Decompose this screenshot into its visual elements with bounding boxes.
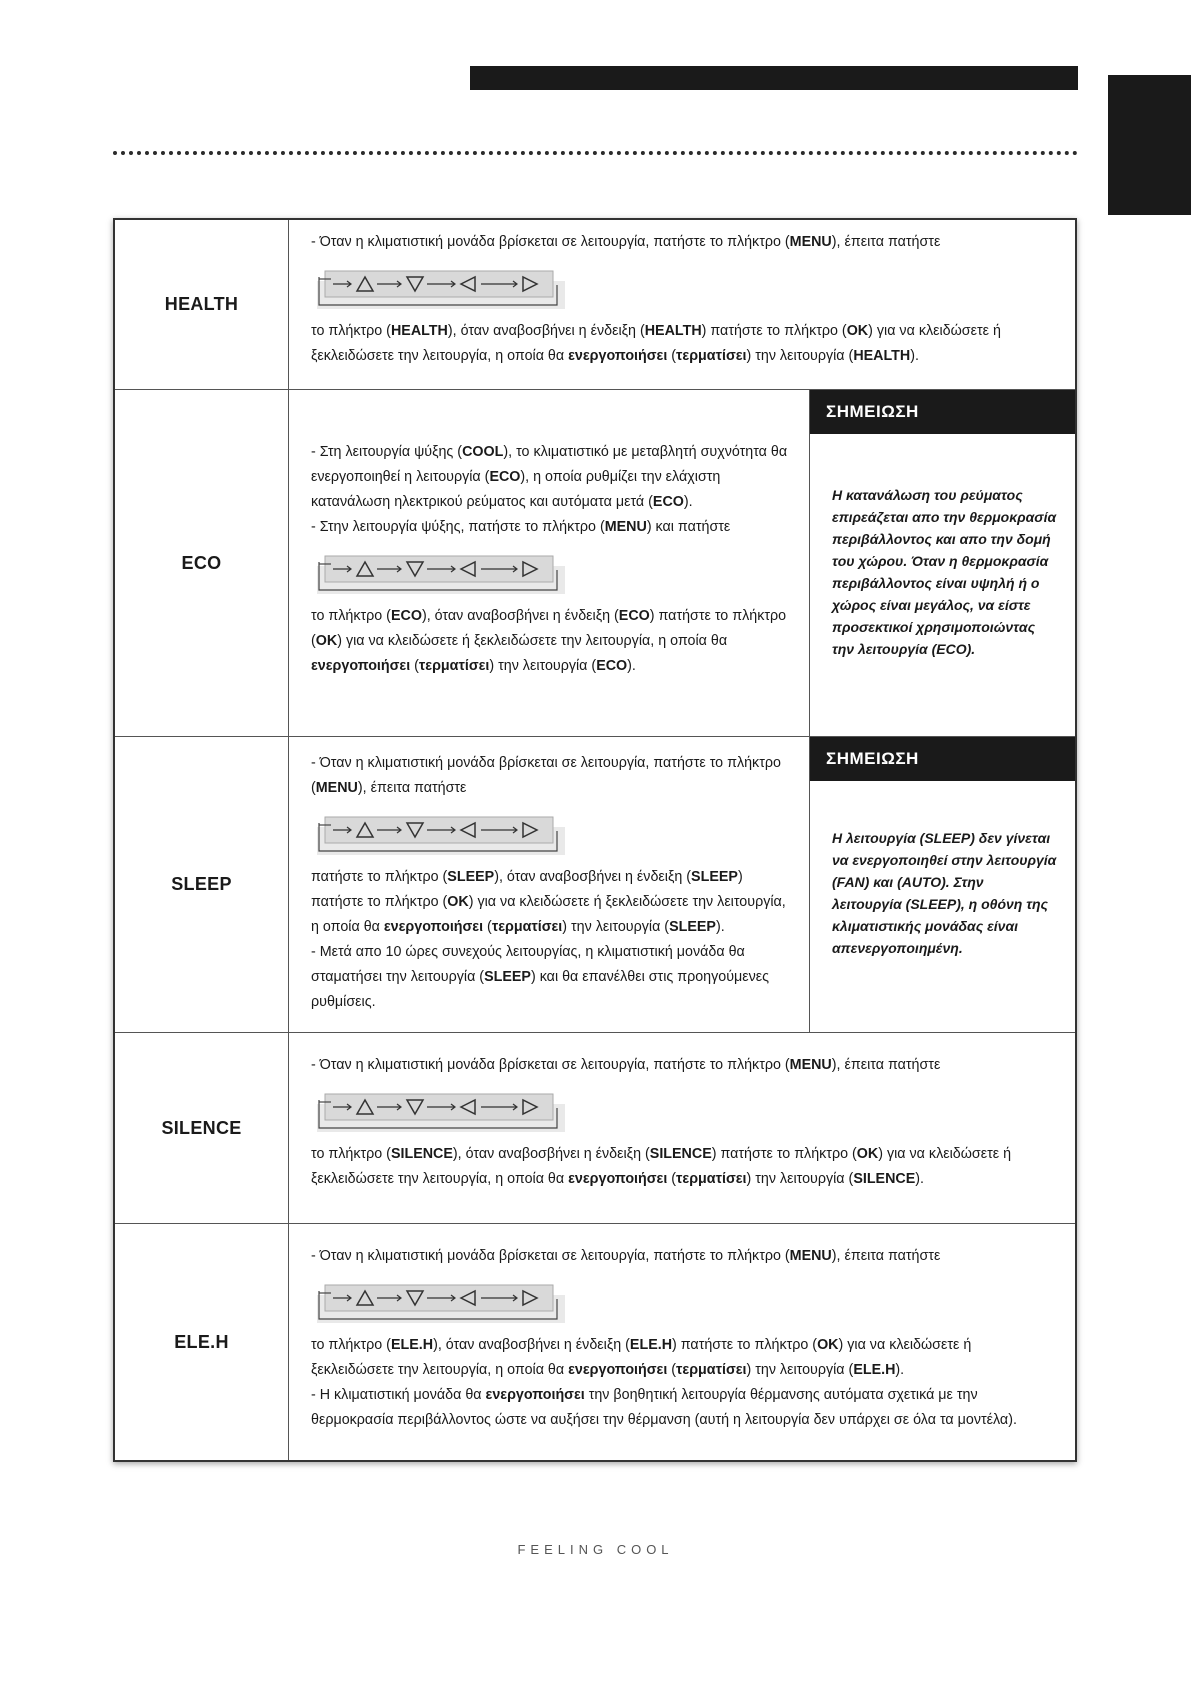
row-label: ELE.H — [115, 1224, 289, 1460]
row-label: SLEEP — [115, 737, 289, 1032]
key-sequence-graphic — [311, 267, 571, 311]
row-content — [289, 1224, 1075, 1460]
row-label: ECO — [115, 390, 289, 736]
instruction-text: το πλήκτρο (ECO), όταν αναβοσβήνει η ένδειξη (ECO) πατήστε το πλήκτρο (OK) για να κλειδώσετε ή ξεκλειδώσετε την λειτουργία, η οποία θα ενεργοποιήσει (τερματίσει) την λειτουργία (ECO). — [311, 608, 787, 674]
dotted-divider — [113, 151, 1078, 155]
footer-brand: FEELING COOL — [517, 1542, 674, 1557]
intro-text: - Όταν η κλιματιστική μονάδα βρίσκεται σε λειτουργία, πατήστε το πλήκτρο (MENU), έπειτα πατήστε — [311, 1248, 941, 1264]
row-split — [289, 390, 1075, 736]
instruction-text: το πλήκτρο (ELE.H), όταν αναβοσβήνει η ένδειξη (ELE.H) πατήστε το πλήκτρο (OK) για να κλειδώσετε ή ξεκλειδώσετε την λειτουργία, η οποία θα ενεργοποιήσει (τερματίσει) την λειτουργία (ELE.H). — [311, 1337, 972, 1378]
key-sequence — [311, 548, 789, 594]
note-box — [810, 390, 1075, 736]
table-row-silence — [115, 1033, 1075, 1224]
note-text: Η κατανάλωση του ρεύματος επιρεάζεται απο την θερμοκρασία περιβάλλοντος και απο την δομή του χώρου. Όταν η θερμοκρασία περιβάλλοντος είναι υψηλή ή ο χώρος είναι μεγάλος, να είστε προσεκτικοί χρησιμοποιώντας την λειτουργία (ECO). — [832, 487, 1057, 657]
table-row-eleh — [115, 1224, 1075, 1460]
table-row-health — [115, 220, 1075, 390]
note-heading: ΣΗΜΕΙΩΣΗ — [810, 737, 1075, 781]
row-content — [289, 1033, 1075, 1223]
header-bar — [470, 66, 1078, 90]
table-row-eco — [115, 390, 1075, 737]
row-label: SILENCE — [115, 1033, 289, 1223]
key-sequence-graphic — [311, 552, 571, 596]
instruction-text-2: - Μετά απο 10 ώρες συνεχούς λειτουργίας, η κλιματιστική μονάδα θα σταματήσει την λειτουργία (SLEEP) και θα επανέλθει στις προηγούμενες ρυθμίσεις. — [311, 944, 770, 1010]
key-sequence-graphic — [311, 1281, 571, 1325]
intro-text: - Όταν η κλιματιστική μονάδα βρίσκεται σε λειτουργία, πατήστε το πλήκτρο (MENU), έπειτα πατήστε — [311, 755, 781, 796]
instruction-text: πατήστε το πλήκτρο (SLEEP), όταν αναβοσβήνει η ένδειξη (SLEEP) πατήστε το πλήκτρο (OK) για να κλειδώσετε ή ξεκλειδώσετε την λειτουργία, η οποία θα ενεργοποιήσει (τερματίσει) την λειτουργία (SLEEP). — [311, 869, 786, 935]
intro-text: - Όταν η κλιματιστική μονάδα βρίσκεται σε λειτουργία, πατήστε το πλήκτρο (MENU), έπειτα πατήστε — [311, 234, 941, 250]
intro-text: - Όταν η κλιματιστική μονάδα βρίσκεται σε λειτουργία, πατήστε το πλήκτρο (MENU), έπειτα πατήστε — [311, 1057, 941, 1073]
function-table — [113, 218, 1077, 1462]
key-sequence — [311, 263, 1055, 309]
row-split — [289, 737, 1075, 1032]
section-tab — [1108, 75, 1191, 215]
row-content — [289, 390, 810, 736]
instruction-text: το πλήκτρο (SILENCE), όταν αναβοσβήνει η ένδειξη (SILENCE) πατήστε το πλήκτρο (OK) για να κλειδώσετε ή ξεκλειδώσετε την λειτουργία, η οποία θα ενεργοποιήσει (τερματίσει) την λειτουργία (SILENCE). — [311, 1146, 1012, 1187]
key-sequence-graphic — [311, 813, 571, 857]
key-sequence — [311, 1277, 1055, 1323]
intro-text-2: - Στην λειτουργία ψύξης, πατήστε το πλήκτρο (MENU) και πατήστε — [311, 519, 731, 535]
key-sequence-graphic — [311, 1090, 571, 1134]
key-sequence — [311, 809, 789, 855]
note-text: Η λειτουργία (SLEEP) δεν γίνεται να ενεργοποιηθεί στην λειτουργία (FAN) και (AUTO). Στην λειτουργία (SLEEP), η οθόνη της κλιματιστικής μονάδας είναι απενεργοποιημένη. — [832, 830, 1057, 956]
note-heading: ΣΗΜΕΙΩΣΗ — [810, 390, 1075, 434]
instruction-text: το πλήκτρο (HEALTH), όταν αναβοσβήνει η ένδειξη (HEALTH) πατήστε το πλήκτρο (OK) για να κλειδώσετε ή ξεκλειδώσετε την λειτουργία, η οποία θα ενεργοποιήσει (τερματίσει) την λειτουργία (HEALTH). — [311, 323, 1001, 364]
table-row-sleep — [115, 737, 1075, 1033]
intro-text: - Στη λειτουργία ψύξης (COOL), το κλιματιστικό με μεταβλητή συχνότητα θα ενεργοποιηθεί η λειτουργία (ECO), η οποία ρυθμίζει την ελάχιστη κατανάλωση ηλεκτρικού ρεύματος και αυτόματα μετά (ECO). — [311, 444, 788, 510]
row-label: HEALTH — [115, 220, 289, 389]
key-sequence — [311, 1086, 1055, 1132]
row-content — [289, 737, 810, 1032]
row-content — [289, 220, 1075, 389]
note-box — [810, 737, 1075, 1032]
instruction-text-2: - Η κλιματιστική μονάδα θα ενεργοποιήσει την βοηθητική λειτουργία θέρμανσης αυτόματα σχετικά με την θερμοκρασία περιβάλλοντος ώστε να αυξήσει την θέρμανση (αυτή η λειτουργία δεν υπάρχει σε όλα τα μοντέλα). — [311, 1387, 1017, 1428]
